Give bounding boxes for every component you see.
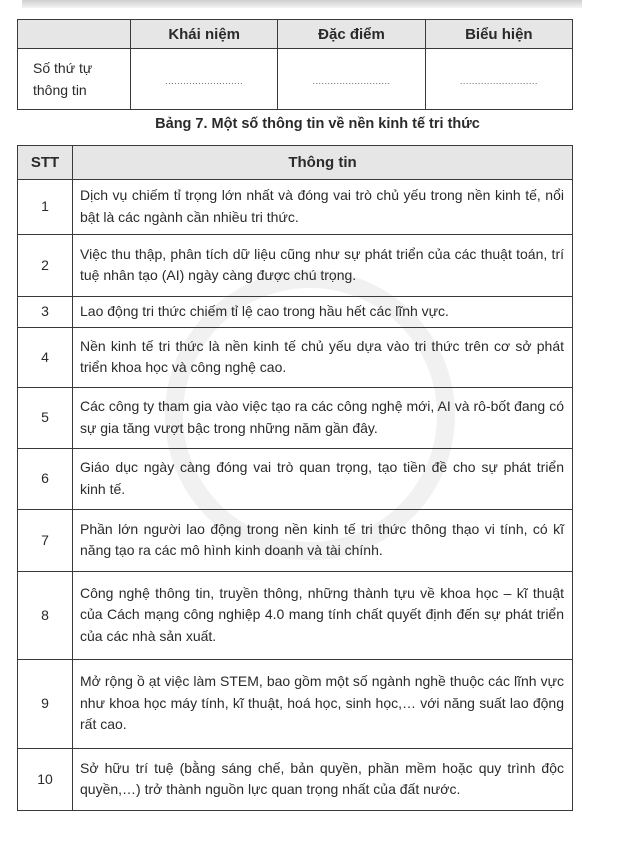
row-text: Các công ty tham gia vào việc tạo ra các công nghệ mới, AI và rô-bốt đang có sự gia tăng vượt bậc trong những năm gần đây.: [73, 388, 573, 449]
info-table-header-row: [18, 146, 573, 180]
row-text: Giáo dục ngày càng đóng vai trò quan trọng, tạo tiền đề cho sự phát triển kinh tế.: [73, 449, 573, 510]
row-text: Mở rộng ồ ạt việc làm STEM, bao gồm một số ngành nghề thuộc các lĩnh vực như khoa học máy tính, kĩ thuật, hoá học, sinh học,… với năng suất lao động rất cao.: [73, 660, 573, 749]
table-row: [18, 328, 573, 388]
row-text: Nền kinh tế tri thức là nền kinh tế chủ yếu dựa vào tri thức trên cơ sở phát triển khoa học và công nghệ cao.: [73, 328, 573, 388]
table-row: [18, 235, 573, 297]
answer-blank-manifestation: [425, 49, 572, 110]
row-text: Phần lớn người lao động trong nền kinh tế tri thức thông thạo vi tính, có kĩ năng tạo ra các mô hình kinh doanh và tài chính.: [73, 510, 573, 572]
answer-table-header-manifestation: Biểu hiện: [425, 20, 572, 49]
row-text: Dịch vụ chiếm tỉ trọng lớn nhất và đóng vai trò chủ yếu trong nền kinh tế, nổi bật là các ngành cần nhiều tri thức.: [73, 180, 573, 235]
table-row: [18, 180, 573, 235]
row-number: 10: [18, 749, 73, 811]
table-row: [18, 749, 573, 811]
answer-table-header-empty: [18, 20, 131, 49]
answer-table-header-features: Đặc điểm: [278, 20, 425, 49]
info-table: [17, 145, 573, 811]
table-row: [18, 297, 573, 328]
answer-table-header-row: [18, 20, 573, 49]
table-row: [18, 388, 573, 449]
answer-table: [17, 19, 573, 110]
table-row: [18, 660, 573, 749]
answer-blank-concept: [131, 49, 278, 110]
row-label-line-1: Số thứ tự: [33, 60, 93, 76]
row-number: 4: [18, 328, 73, 388]
blank-dots: ..........................: [459, 76, 538, 86]
info-table-header-stt: STT: [18, 146, 73, 180]
table-row: [18, 510, 573, 572]
row-text: Lao động tri thức chiếm tỉ lệ cao trong hầu hết các lĩnh vực.: [73, 297, 573, 328]
info-table-header-info: Thông tin: [73, 146, 573, 180]
answer-table-header-concept: Khái niệm: [131, 20, 278, 49]
answer-table-row: [18, 49, 573, 110]
table-row: [18, 572, 573, 660]
row-text: Công nghệ thông tin, truyền thông, những thành tựu về khoa học – kĩ thuật của Cách mạng công nghiệp 4.0 mang tính chất quyết định đến sự phát triển của các nhà sản xuất.: [73, 572, 573, 660]
row-label-line-2: thông tin: [33, 82, 87, 98]
row-number: 8: [18, 572, 73, 660]
row-text: Việc thu thập, phân tích dữ liệu cũng như sự phát triển của các thuật toán, trí tuệ nhân tạo (AI) ngày càng được chú trọng.: [73, 235, 573, 297]
row-text: Sở hữu trí tuệ (bằng sáng chế, bản quyền, phần mềm hoặc quy trình độc quyền,…) trở thành nguồn lực quan trọng nhất của đất nước.: [73, 749, 573, 811]
row-number: 2: [18, 235, 73, 297]
row-number: 3: [18, 297, 73, 328]
row-number: 6: [18, 449, 73, 510]
row-number: 9: [18, 660, 73, 749]
cropped-top-text: [22, 0, 582, 8]
blank-dots: ..........................: [312, 76, 391, 86]
answer-blank-features: [278, 49, 425, 110]
table-caption: Bảng 7. Một số thông tin về nền kinh tế tri thức: [155, 116, 480, 132]
row-number: 7: [18, 510, 73, 572]
blank-dots: ..........................: [165, 76, 244, 86]
answer-table-row-label: [18, 49, 131, 110]
row-number: 5: [18, 388, 73, 449]
table-row: [18, 449, 573, 510]
row-number: 1: [18, 180, 73, 235]
